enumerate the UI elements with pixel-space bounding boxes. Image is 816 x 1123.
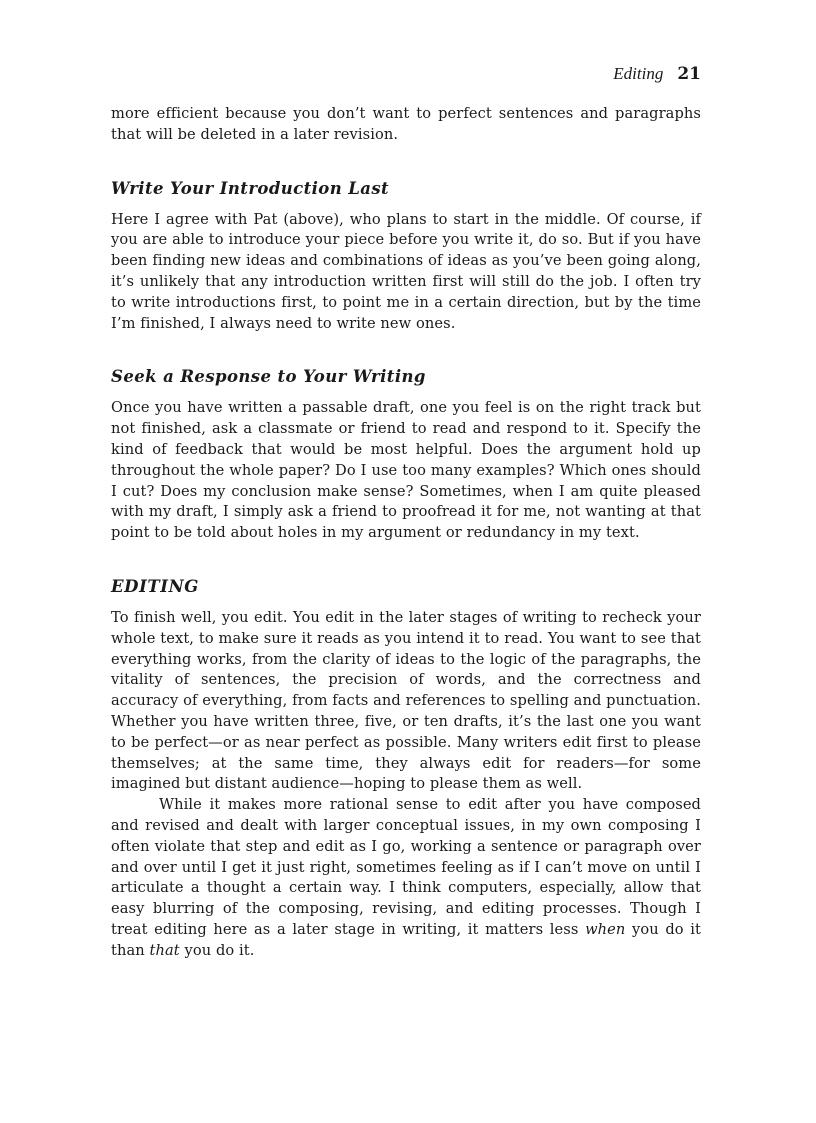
emphasis-when: when: [585, 920, 626, 938]
paragraph-editing-2: [111, 795, 701, 961]
running-head: [613, 64, 701, 84]
paragraph-introduction-last: Here I agree with Pat (above), who plans to start in the middle. Of course, if you are able to introduce your piece before you write it, do so. But if you have been finding new ideas and combinations of ideas as you’ve been going along, it’s unlikely that any introduction written first will still do the job. I often try to write introductions first, to point me in a certain direction, but by the time I’m finished, I always need to write new ones.: [111, 210, 701, 332]
paragraph-continued: more efficient because you don’t want to perfect sentences and paragraphs that will be deleted in a later revision.: [111, 105, 701, 143]
paragraph-seek-response: Once you have written a passable draft, one you feel is on the right track but not finished, ask a classmate or friend to read and respond to it. Specify the kind of feedback that would be most helpful. Does the argument hold up throughout the whole paper? Do I use too many examples? Which ones should I cut? Does my conclusion make sense? Sometimes, when I am quite pleased with my draft, I simply ask a friend to proofread it for me, not wanting at that point to be told about holes in my argument or redundancy in my text.: [111, 399, 701, 542]
page-number: 21: [677, 64, 701, 84]
paragraph-editing-2-text: While it makes more rational sense to edit after you have composed and revised and dealt with larger conceptual issues, in my own composing I often violate that step and edit as I go, working a sentence or paragraph over and over until I get it just right, sometimes feeling as if I can’t move on until I articulate a thought a certain way. I think computers, especially, allow that easy blurring of the composing, revising, and editing processes. Though I treat editing here as a later stage in writing, it matters less: [111, 796, 701, 938]
paragraph-editing-2-middle: you do it than: [111, 920, 701, 959]
emphasis-that: that: [149, 941, 180, 959]
running-head-section: Editing: [613, 64, 664, 83]
paragraph-editing-1: To finish well, you edit. You edit in the later stages of writing to recheck your whole text, to make sure it reads as you intend it to read. You want to see that everything works, from the clarity of ideas to the logic of the paragraphs, the vitality of sentences, the precision of words, and the correctness and accuracy of everything, from facts and references to spelling and punctuation. Whether you have written three, five, or ten drafts, it’s the last one you want to be perfect—or as near perfect as possible. Many writers edit first to please themselves; at the same time, they always edit for readers—for some imagined but distant audience—hoping to please them as well.: [111, 608, 701, 793]
paragraph-editing-2-end: you do it.: [179, 941, 255, 959]
page-content: [111, 104, 701, 962]
subheading-write-introduction-last: Write Your Introduction Last: [111, 178, 390, 198]
heading-editing: EDITING: [111, 576, 199, 596]
subheading-seek-response: Seek a Response to Your Writing: [111, 367, 426, 387]
